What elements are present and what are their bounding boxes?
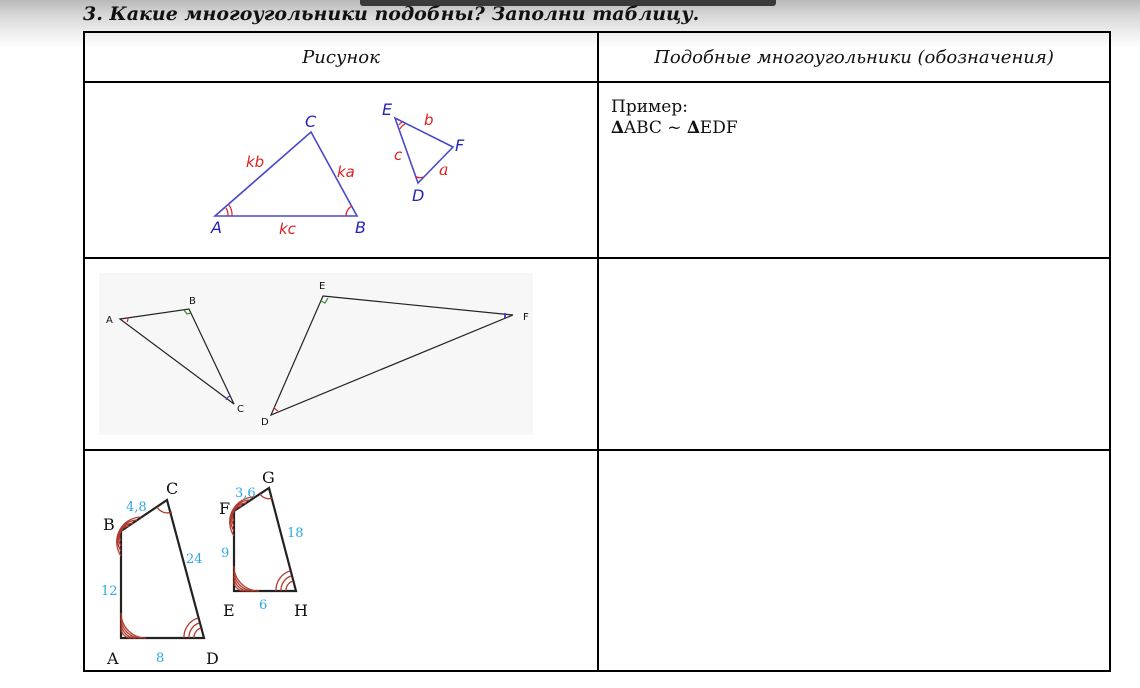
side-gh-label: 18 [287, 526, 304, 541]
answer-cell-1 [598, 82, 1110, 258]
header-answer: Подобные многоугольники (обозначения) [598, 32, 1110, 82]
vertex-e: E [319, 281, 326, 292]
side-kb: kb [246, 153, 265, 171]
header-row [84, 32, 1110, 82]
vertex-c: C [166, 479, 179, 498]
figure-cell-3 [84, 450, 598, 671]
vertex-a: A [211, 218, 222, 237]
answer-triangle-1: ABC [623, 118, 662, 138]
triangle-symbol: ∆ [611, 118, 624, 138]
vertex-a: A [107, 649, 119, 668]
side-cd-label: 24 [186, 552, 203, 567]
vertex-f: F [219, 499, 231, 518]
table-row [84, 450, 1110, 671]
figure-cell-1 [84, 82, 598, 258]
triangle-abc [215, 132, 357, 216]
vertex-g: G [262, 468, 275, 487]
vertex-c: C [305, 112, 317, 131]
vertex-f: F [523, 312, 529, 323]
task-title: 3. Какие многоугольники подобны? Заполни таблицу. [83, 3, 700, 25]
vertex-b: B [189, 296, 196, 307]
vertex-h: H [294, 601, 308, 620]
side-ka: ka [337, 163, 355, 181]
answer-triangle-2: EDF [699, 118, 738, 138]
vertex-a: A [106, 315, 113, 326]
triangles-figure-2 [85, 259, 597, 449]
header-figure: Рисунок [84, 32, 598, 82]
answer-cell-3[interactable] [598, 450, 1110, 671]
side-ef-label: 9 [221, 546, 230, 561]
vertex-d: D [412, 186, 425, 205]
triangle-symbol: ∆ [686, 118, 700, 138]
side-fg-label: 3,6 [235, 486, 256, 501]
figure-background [99, 273, 533, 435]
vertex-e: E [382, 100, 393, 119]
vertex-b: B [355, 218, 366, 237]
vertex-d: D [261, 417, 269, 428]
quadrilaterals-figure [85, 451, 597, 670]
side-kc: kc [279, 220, 296, 238]
vertex-c: C [237, 404, 244, 415]
triangles-example-figure [85, 83, 597, 257]
similar-sign: ~ [661, 118, 687, 138]
answer-cell-2[interactable] [598, 258, 1110, 450]
side-eh-label: 6 [259, 598, 268, 613]
vertex-b: B [103, 515, 115, 534]
side-c: c [394, 146, 403, 164]
example-answer [611, 118, 1109, 139]
task-table [83, 31, 1111, 672]
side-b: b [424, 111, 434, 129]
figure-cell-2 [84, 258, 598, 450]
side-bc-label: 4,8 [126, 500, 147, 515]
side-a: a [439, 160, 449, 179]
vertex-e: E [223, 601, 235, 620]
table-row [84, 82, 1110, 258]
side-ab-label: 12 [101, 584, 118, 599]
vertex-f: F [455, 136, 465, 155]
vertex-d: D [206, 649, 219, 668]
table-row [84, 258, 1110, 450]
side-ad-label: 8 [156, 651, 165, 666]
example-label: Пример: [611, 97, 688, 117]
